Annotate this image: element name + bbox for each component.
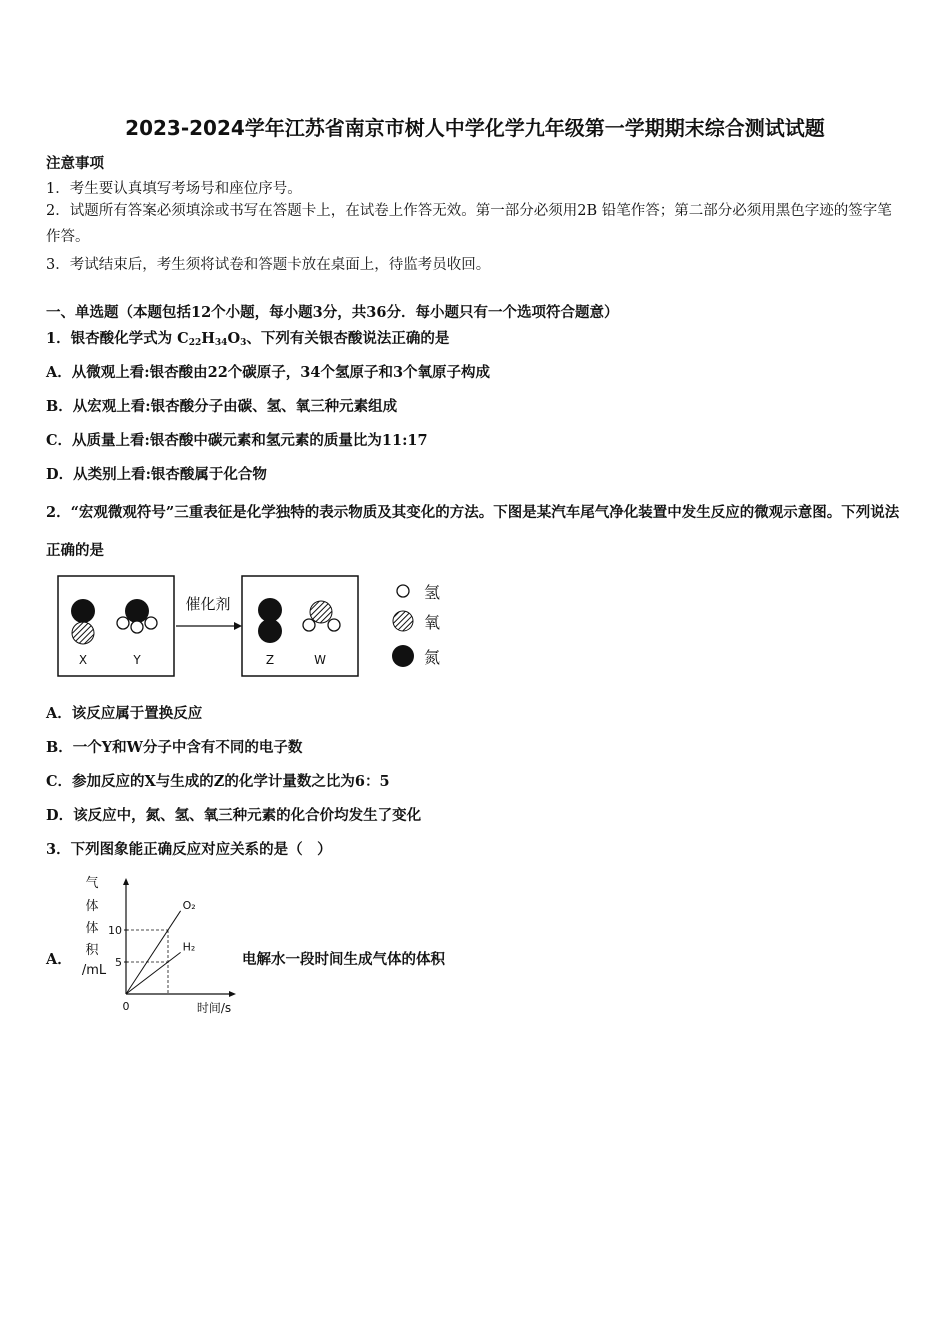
label-y: Y [133,653,141,667]
q1-option-d: D．从类别上看:银杏酸属于化合物 [46,466,267,483]
molecule-z [258,598,282,643]
electrolysis-chart [72,870,242,1020]
page-title: 2023-2024学年江苏省南京市树人中学化学九年级第一学期期末综合测试试题 [125,116,825,140]
y-tick-10: 10 [108,924,122,937]
legend [392,583,440,667]
notice-item-2: 2．试题所有答案必须填涂或书写在答题卡上，在试卷上作答无效。第一部分必须用2B 铅笔作答；第二部分必须用黑色字迹的签字笔作答。 [46,203,892,245]
q1-stem-suffix: 、下列有关银杏酸说法正确的是 [246,330,450,347]
label-w: W [314,653,326,667]
series-line-1 [126,952,181,994]
x-axis-label: 时间/s [196,1001,232,1015]
label-x: X [78,653,88,667]
ylabel-char-4: 积 [85,943,99,958]
notice-item-1: 1．考生要认真填写考场号和座位序号。 [46,181,302,197]
q1-stem [46,327,449,348]
q1-sub-o: 3 [240,338,247,348]
q2-stem: 2．“宏观微观符号”三重表征是化学独特的表示物质及其变化的方法。下图是某汽车尾气净化装置中发生反应的微观示意图。下列说法正确的是 [46,504,900,559]
q1-o: O [227,330,241,347]
q1-h: H [201,330,215,347]
reaction-diagram [50,570,470,685]
series-label-0: O₂ [182,898,196,912]
arrow-head [234,622,242,630]
q3-stem: 3．下列图象能正确反应对应关系的是（ ） [46,841,332,858]
molecule-x [71,599,95,644]
q1-option-b: B．从宏观上看:银杏酸分子由碳、氢、氧三种元素组成 [46,398,398,415]
legend-nitrogen: 氮 [424,648,441,667]
section-heading: 一、单选题（本题包括12个小题，每小题3分，共36分．每小题只有一个选项符合题意） [46,304,619,321]
q1-option-c: C．从质量上看:银杏酸中碳元素和氢元素的质量比为11:17 [46,432,428,449]
catalyst-label: 催化剂 [185,595,231,613]
q1-sub-c: 22 [188,338,202,348]
q2-option-b: B．一个Y和W分子中含有不同的电子数 [46,739,303,756]
ylabel-char-2: 体 [85,899,99,914]
q2-option-a: A．该反应属于置换反应 [46,705,203,722]
q2-option-c: C．参加反应的X与生成的Z的化学计量数之比为6：5 [46,773,390,790]
legend-nitrogen-icon [392,645,414,667]
q3-option-a-text: 电解水一段时间生成气体的体积 [242,951,445,968]
legend-hydrogen: 氢 [424,583,441,602]
q1-option-a: A．从微观上看:银杏酸由22个碳原子，34个氢原子和3个氧原子构成 [46,364,491,381]
molecule-w [303,601,340,631]
legend-oxygen: 氧 [424,613,441,632]
series-label-1: H₂ [182,940,196,954]
series-line-0 [126,911,181,994]
notice-heading: 注意事项 [46,155,104,172]
legend-hydrogen-icon [397,585,409,597]
notice-item-3: 3．考试结束后，考生须将试卷和答题卡放在桌面上，待监考员收回。 [46,257,491,273]
q2-option-d: D．该反应中，氮、氢、氧三种元素的化合价均发生了变化 [46,807,422,824]
y-tick-5: 5 [115,956,122,969]
x-axis-arrow [229,991,236,997]
q1-sub-h: 34 [214,338,228,348]
legend-oxygen-icon [393,611,413,631]
y-axis-arrow [123,878,129,885]
ylabel-char-5: /mL [81,963,107,978]
ylabel-char-3: 体 [85,921,99,936]
q3-option-a-label: A． [46,951,72,968]
origin-label: 0 [122,1000,130,1013]
y-axis-label [82,876,107,978]
q1-stem-prefix: 1．银杏酸化学式为 C [46,330,189,347]
molecule-y [117,599,157,633]
ylabel-char-1: 气 [85,876,99,891]
label-z: Z [265,653,275,667]
